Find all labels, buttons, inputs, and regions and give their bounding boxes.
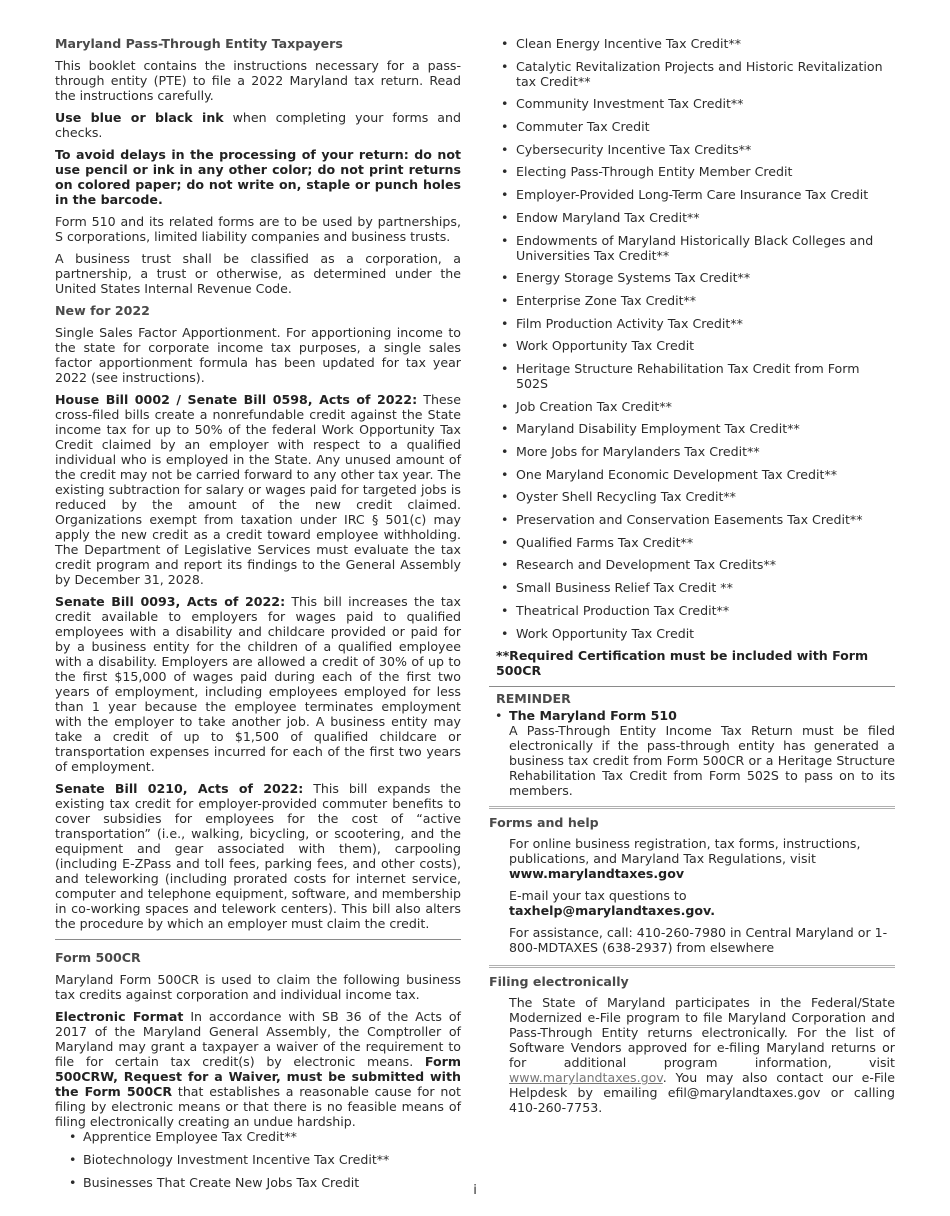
- list-item: • Qualified Farms Tax Credit**: [489, 535, 895, 550]
- reminder-heading: REMINDER: [496, 691, 571, 707]
- list-item: • Oyster Shell Recycling Tax Credit**: [489, 489, 895, 504]
- form500cr-paragraph: Maryland Form 500CR is used to claim the following business tax credits against corporation and individual income tax.: [55, 972, 461, 1002]
- list-item: • Work Opportunity Tax Credit: [489, 338, 895, 353]
- reminder-item: [489, 708, 895, 798]
- left-column: [55, 36, 461, 1198]
- section-heading-new-2022: New for 2022: [55, 303, 150, 318]
- reminder-item-title: The Maryland Form 510: [509, 708, 677, 724]
- electronic-format-text-2: that establishes a reasonable cause for not filing by electronic means or that there is no feasible means of filing electronically creating an undue hardship.: [55, 1084, 461, 1129]
- filing-text-2: . You may also contact our e-File Helpdesk by emailing efil@marylandtaxes.gov or calling 410-260-7753.: [509, 1070, 895, 1116]
- right-column: [489, 36, 895, 1115]
- assistance-text: For assistance, call: 410-260-7980 in Central Maryland or 1-800-MDTAXES (638-2937) from elsewhere: [509, 925, 888, 956]
- delays-warning-text: To avoid delays in the processing of your return: do not use pencil or ink in any other color; do not print returns on colored paper; do not write on, staple or punch holes in the barcode.: [55, 147, 461, 207]
- sb0210-paragraph: [55, 781, 461, 931]
- credit-list-left: [55, 1129, 461, 1190]
- section-heading-form500cr: Form 500CR: [55, 950, 141, 965]
- filing-text-1: The State of Maryland participates in the Federal/State Modernized e-File program to file Maryland Corporation and Pass-Through Entity returns electronically. For the list of Software Vendors approved for e-filing Maryland returns or for additional program information, visit: [509, 995, 895, 1071]
- credit-list-right: [489, 36, 895, 641]
- list-item: • Film Production Activity Tax Credit**: [489, 316, 895, 331]
- sb0210-text: This bill expands the existing tax credit for employer-provided commuter benefits to cover subsidies for employees for the cost of “active transportation” (i.e., walking, bicycling, or scootering, and the equipment and gear associated with them), carpooling (including E-ZPass and toll fees, parking fees, and other costs), and teleworking (including prorated costs for internet service, computer and telephone equipment, software, and membership in co-working spaces and telework centers). This bill also alters the procedure by which an employer must claim the credit.: [55, 781, 462, 931]
- list-item: • Apprentice Employee Tax Credit**: [55, 1129, 461, 1144]
- business-trust-paragraph: A business trust shall be classified as a corporation, a partnership, a trust or otherwise, as determined under the United States Internal Revenue Code.: [55, 251, 461, 296]
- filing-section: [489, 995, 895, 1115]
- hb0002-paragraph: [55, 392, 461, 587]
- list-item: • Biotechnology Investment Incentive Tax Credit**: [55, 1152, 461, 1167]
- list-item: • Endowments of Maryland Historically Black Colleges and Universities Tax Credit**: [489, 233, 895, 263]
- certification-note: [489, 648, 895, 678]
- list-item: • Clean Energy Incentive Tax Credit**: [489, 36, 895, 51]
- ink-rest: when completing your forms and checks.: [55, 110, 461, 140]
- section-heading-pte-taxpayers: Maryland Pass-Through Entity Taxpayers: [55, 36, 343, 51]
- divider: [55, 939, 461, 940]
- list-item: • Cybersecurity Incentive Tax Credits**: [489, 142, 895, 157]
- form500crw-requirement: Form 500CRW, Request for a Waiver, must be submitted with the Form 500CR: [55, 1054, 461, 1099]
- electronic-format-text: In accordance with SB 36 of the Acts of 2017 of the Maryland General Assembly, the Comptroller of Maryland may grant a taxpayer a waiver of the requirement to file for certain tax credit(s) by electronic means.: [55, 1009, 461, 1069]
- electronic-format-paragraph: [55, 1009, 461, 1129]
- filing-paragraph: [509, 995, 895, 1115]
- list-item: • Catalytic Revitalization Projects and Historic Revitalization tax Credit**: [489, 59, 895, 89]
- ink-bold: Use blue or black ink: [55, 110, 224, 125]
- sb0093-title: Senate Bill 0093, Acts of 2022:: [55, 594, 286, 609]
- sb0093-paragraph: [55, 594, 461, 774]
- forms-help-url-text[interactable]: www.marylandtaxes.gov: [509, 866, 685, 882]
- list-item: • Small Business Relief Tax Credit **: [489, 580, 895, 595]
- forms-help-text: For online business registration, tax forms, instructions, publications, and Maryland Tax Regulations, visit: [509, 836, 861, 867]
- hb0002-text: These cross-filed bills create a nonrefundable credit against the State income tax for up to 50% of the federal Work Opportunity Tax Credit claimed by an employer with respect to a qualified individual who is employed in the State. Any unused amount of the credit may not be carried forward to any other tax year. The existing subtraction for salary or wages paid for targeted jobs is reduced by the amount of the new credit claimed. Organizations exempt from taxation under IRC § 501(c) may apply the new credit as a credit toward employee withholding. The Department of Legislative Services must evaluate the tax credit program and report its findings to the General Assembly by December 31, 2028.: [55, 392, 461, 587]
- page-number: i: [473, 1183, 477, 1198]
- list-item: • More Jobs for Marylanders Tax Credit**: [489, 444, 895, 459]
- forms-help-section: [489, 836, 895, 955]
- list-item: • Maryland Disability Employment Tax Credit**: [489, 421, 895, 436]
- filing-heading: Filing electronically: [489, 974, 629, 990]
- sb0210-title: Senate Bill 0210, Acts of 2022:: [55, 781, 304, 796]
- email-address[interactable]: [509, 903, 895, 918]
- list-item: • Preservation and Conservation Easements Tax Credit**: [489, 512, 895, 527]
- divider: [489, 686, 895, 687]
- email-text: E-mail your tax questions to: [509, 888, 687, 904]
- list-item: • Energy Storage Systems Tax Credit**: [489, 270, 895, 285]
- single-sales-paragraph: Single Sales Factor Apportionment. For apportioning income to the state for corporate income tax purposes, a single sales factor apportionment formula has been updated for tax year 2022 (see instructions).: [55, 325, 461, 385]
- list-item: • Endow Maryland Tax Credit**: [489, 210, 895, 225]
- list-item: • Research and Development Tax Credits**: [489, 557, 895, 572]
- reminder-item-text: A Pass-Through Entity Income Tax Return must be filed electronically if the pass-through entity has generated a business tax credit from Form 500CR or a Heritage Structure Rehabilitation Tax Credit from Form 502S to pass on to its members.: [509, 723, 895, 799]
- list-item: • Enterprise Zone Tax Credit**: [489, 293, 895, 308]
- list-item: • Employer-Provided Long-Term Care Insurance Tax Credit: [489, 187, 895, 202]
- hb0002-title: House Bill 0002 / Senate Bill 0598, Acts of 2022:: [55, 392, 418, 407]
- forms-help-url[interactable]: [509, 866, 895, 881]
- divider: [489, 965, 895, 968]
- list-item: • Theatrical Production Tax Credit**: [489, 603, 895, 618]
- list-item: • Commuter Tax Credit: [489, 119, 895, 134]
- forms-help-heading: Forms and help: [489, 815, 599, 831]
- list-item: • Work Opportunity Tax Credit: [489, 626, 895, 641]
- list-item: • One Maryland Economic Development Tax Credit**: [489, 467, 895, 482]
- email-address-text[interactable]: taxhelp@marylandtaxes.gov.: [509, 903, 716, 919]
- ink-instruction: [55, 110, 461, 140]
- form510-use-paragraph: Form 510 and its related forms are to be used by partnerships, S corporations, limited liability companies and business trusts.: [55, 214, 461, 244]
- certification-note-text: **Required Certification must be included with Form 500CR: [496, 648, 869, 679]
- list-item: • Electing Pass-Through Entity Member Credit: [489, 164, 895, 179]
- list-item: • Businesses That Create New Jobs Tax Credit: [55, 1175, 461, 1190]
- list-item: • Community Investment Tax Credit**: [489, 96, 895, 111]
- delays-warning: [55, 147, 461, 207]
- intro-paragraph: This booklet contains the instructions necessary for a pass-through entity (PTE) to file a 2022 Maryland tax return. Read the instructions carefully.: [55, 58, 461, 103]
- sb0093-text: This bill increases the tax credit available to employers for wages paid to qualified employees with a disability and childcare provided or paid for by a business entity for the children of a qualified employee with a disability. Employers are allowed a credit of 30% of up to the first $15,000 of wages paid during each of the first two years of employment, including employees employed for less than 1 year because the employee terminates employment with the employer to take another job. A business entity may take a credit of up to $1,500 of qualified childcare or transportation expenses incurred for each of the first two years of employment.: [55, 594, 461, 774]
- reminder-list: [489, 708, 895, 798]
- electronic-format-title: Electronic Format: [55, 1009, 184, 1024]
- filing-link[interactable]: www.marylandtaxes.gov: [509, 1070, 663, 1086]
- list-item: • Job Creation Tax Credit**: [489, 399, 895, 414]
- divider: [489, 806, 895, 809]
- list-item: • Heritage Structure Rehabilitation Tax Credit from Form 502S: [489, 361, 895, 391]
